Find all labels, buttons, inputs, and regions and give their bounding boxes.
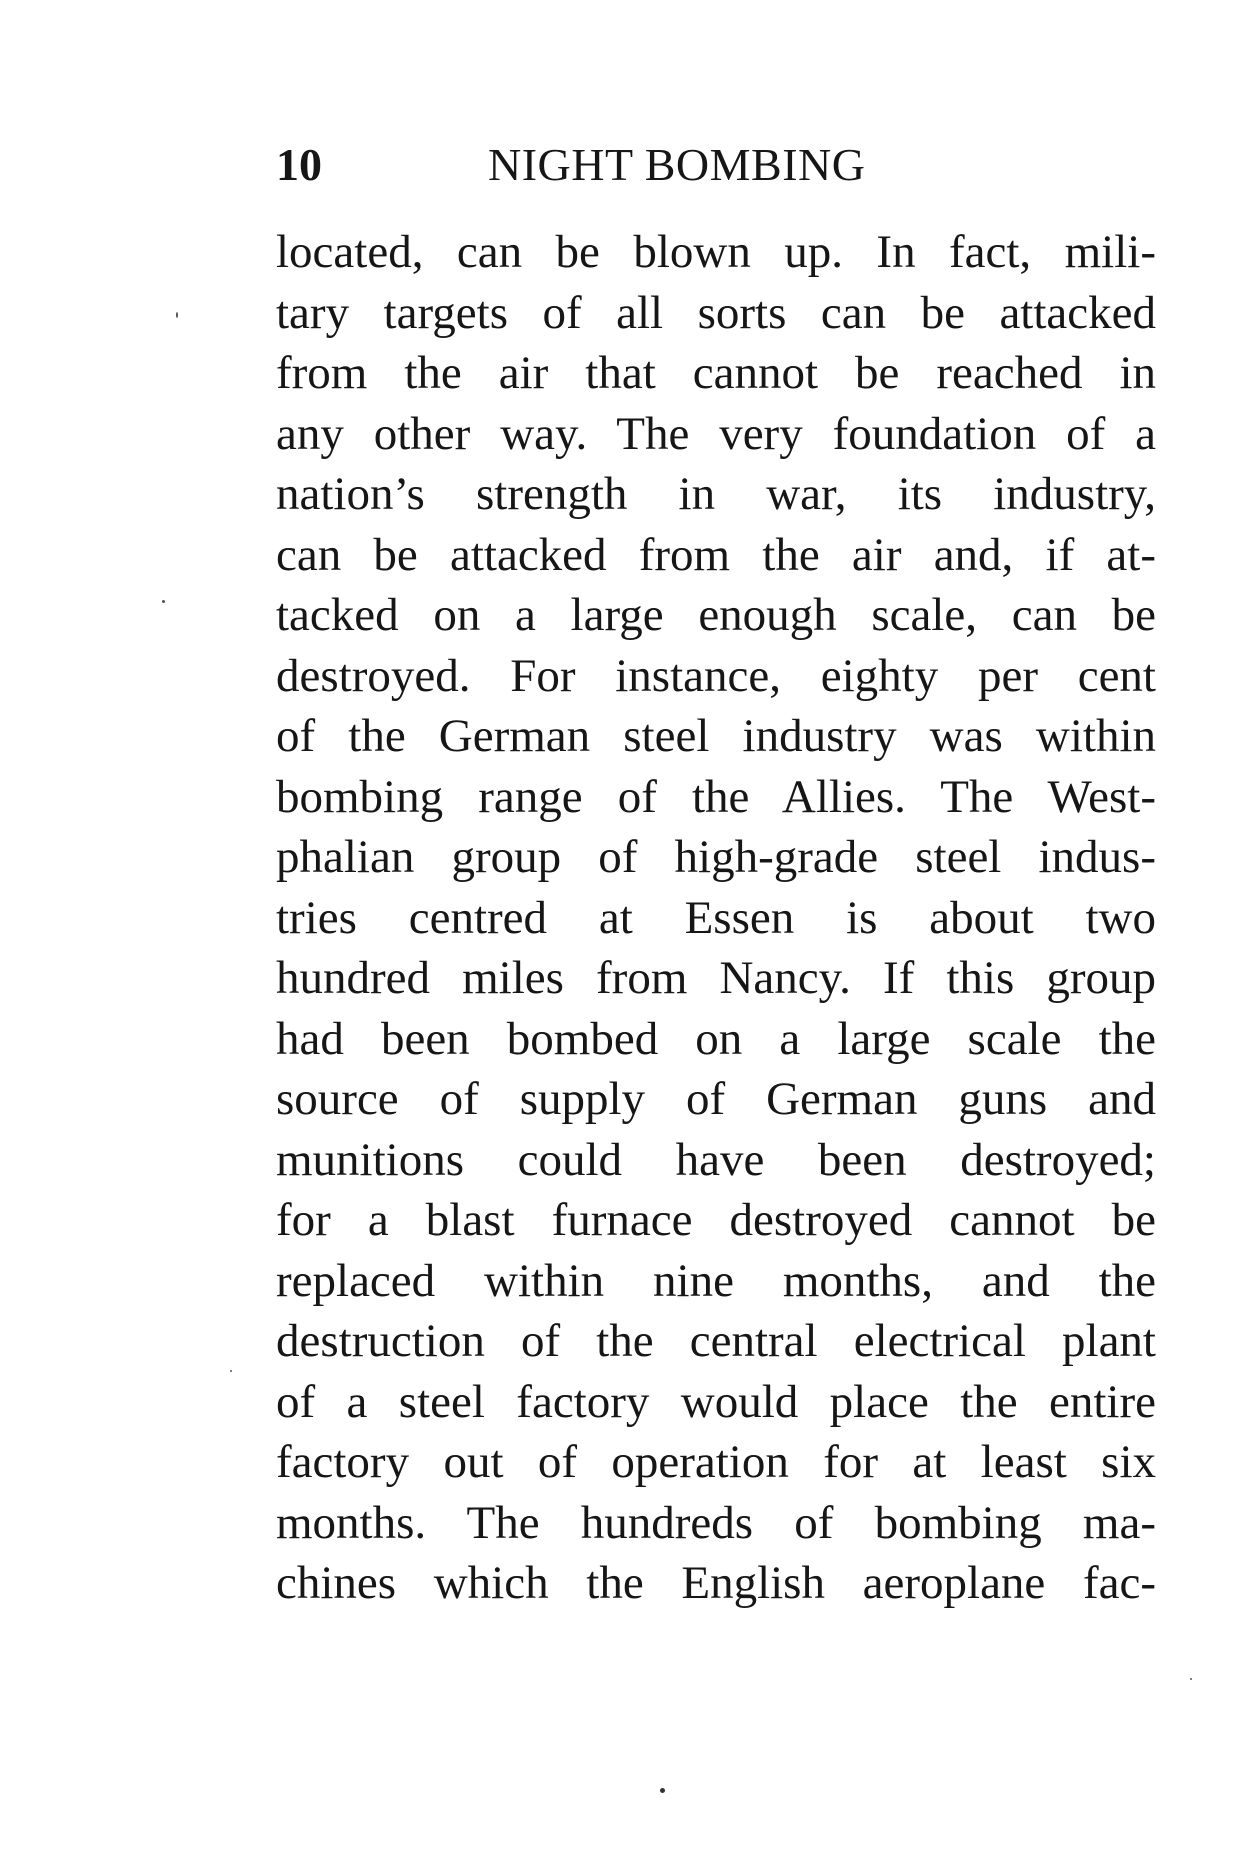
text-line: located, can be blown up. In fact, mili- [276, 226, 1156, 278]
text-line: hundred miles from Nancy. If this group [276, 952, 1156, 1004]
text-line: months. The hundreds of bombing ma- [276, 1496, 1156, 1549]
ink-speck [176, 312, 178, 318]
running-title: NIGHT BOMBING [488, 139, 866, 190]
text-line: had been bombed on a large scale the [276, 1012, 1156, 1065]
text-line: from the air that cannot be reached in [276, 347, 1156, 399]
text-line: tary targets of all sorts can be attacked [276, 286, 1156, 339]
ink-speck [162, 600, 165, 603]
text-line: replaced within nine months, and the [276, 1254, 1156, 1307]
text-line: any other way. The very foundation of a [276, 407, 1156, 460]
text-line: munitions could have been destroyed; [276, 1133, 1156, 1186]
text-line: tries centred at Essen is about two [276, 891, 1156, 944]
text-line: bombing range of the Allies. The West- [276, 770, 1156, 823]
ink-speck [230, 1370, 232, 1372]
text-line: can be attacked from the air and, if at- [276, 528, 1156, 581]
ink-speck [660, 1788, 665, 1793]
text-line: destruction of the central electrical plant [276, 1315, 1156, 1367]
text-line: destroyed. For instance, eighty per cent [276, 649, 1156, 702]
text-line: phalian group of high-grade steel indus- [276, 831, 1156, 883]
text-line: chines which the English aeroplane fac- [276, 1557, 1156, 1609]
text-line: for a blast furnace destroyed cannot be [276, 1194, 1156, 1246]
text-line: factory out of operation for at least six [276, 1436, 1156, 1488]
text-line: of a steel factory would place the entire [276, 1375, 1156, 1428]
page-number: 10 [276, 139, 322, 190]
text-line: tacked on a large enough scale, can be [276, 589, 1156, 641]
body-text [276, 222, 1156, 1614]
ink-speck [1190, 1678, 1192, 1680]
text-line: source of supply of German guns and [276, 1073, 1156, 1125]
running-head [276, 130, 1156, 200]
text-line: nation’s strength in war, its industry, [276, 468, 1156, 520]
text-line: of the German steel industry was within [276, 710, 1156, 762]
